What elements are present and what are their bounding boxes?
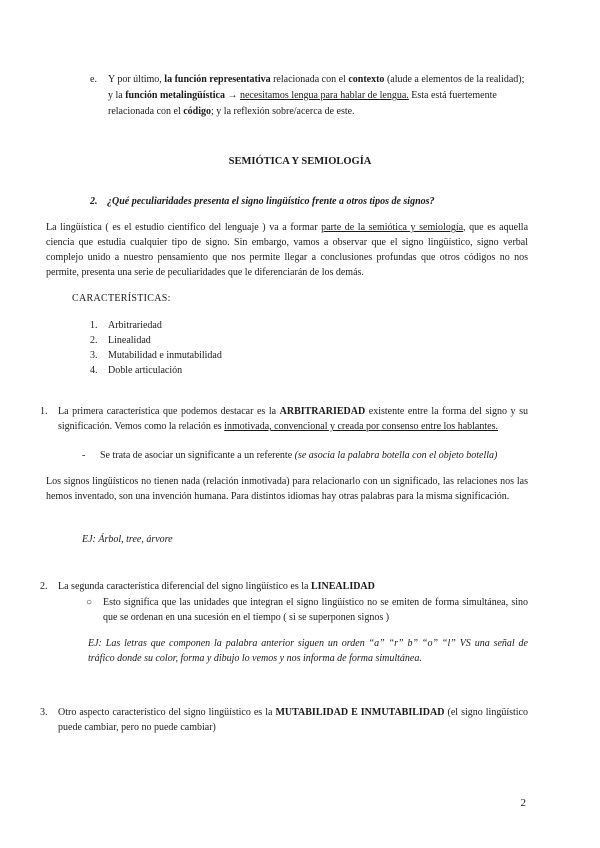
intro-paragraph: La lingüística ( es el estudio científico del lenguaje ) va a formar parte de la semiótica y semiología, que es aquella ciencia que estudia cualquier tipo de signo. Sin embargo, vamos a observar que el signo lingüístico, signo verbal complejo unido a nuestro pensamiento que nos permite llegar a conclusiones profundas que otros códigos no nos permite, presenta una serie de peculiaridades que le diferenciarán de los demás.	[46, 222, 529, 278]
signos-paragraph: Los signos lingüísticos no tienen nada (relación inmotivada) para relacionarlo con un significado, las relaciones nos las hemos inventado, son una invención humana. Para distintos idiomas hay otras palabras para la misma significación.	[46, 476, 528, 502]
point1-sub-marker: -	[82, 450, 86, 461]
point3-number: 3.	[40, 707, 48, 718]
point1-sub-text: Se trata de asociar un significante a un referente (se asocia la palabra botella con el objeto botella)	[100, 450, 498, 461]
question-text: ¿Qué peculiaridades presenta el signo lingüístico frente a otros tipos de signos?	[107, 196, 435, 207]
example-1: EJ: Árbol, tree, árvore	[82, 534, 173, 545]
question-number: 2.	[90, 196, 98, 207]
characteristics-label: CARACTERÍSTICAS:	[72, 293, 171, 304]
point2-sub-text: Esto significa que las unidades que integran el signo lingüístico no se emiten de forma simultánea, sino que se ordenan en una sucesión en el tiempo ( si se superponen signos )	[103, 597, 528, 623]
page-number: 2	[520, 797, 526, 809]
item-e-text: Y por último, la función representativa relacionada con el contexto (alude a elementos de la realidad); y la función metalingüística → necesitamos lengua para hablar de lengua. Esta está fuertemente relacionada con el código; y la reflexión sobre/acerca de este.	[108, 74, 525, 117]
characteristics-list	[90, 318, 222, 378]
point3-text: Otro aspecto característico del signo lingüístico es la MUTABILIDAD E INMUTABILIDAD (el signo lingüístico puede cambiar, pero no puede cambiar)	[58, 707, 528, 733]
point2-example: EJ: Las letras que componen la palabra anterior siguen un orden “a” “r” b” “o” “l” VS una señal de tráfico donde su color, forma y dibujo lo vemos y nos informa de forma simultánea.	[88, 638, 528, 664]
item-e-marker: e.	[90, 74, 97, 85]
list-item: 1. Arbitrariedad	[90, 320, 162, 331]
section-title: SEMIÓTICA Y SEMIOLOGÍA	[228, 156, 372, 167]
list-item: 4. Doble articulación	[90, 365, 183, 376]
point2-number: 2.	[40, 581, 48, 592]
point2-bullet: ○	[86, 597, 93, 608]
list-item: 2. Linealidad	[90, 335, 151, 346]
point1-number: 1.	[40, 406, 48, 417]
list-item: 3. Mutabilidad e inmutabilidad	[90, 350, 222, 361]
point2-text: La segunda característica diferencial del signo lingüístico es la LINEALIDAD	[58, 581, 375, 592]
metalinguistic-underline: necesitamos lengua para hablar de lengua.	[239, 90, 409, 101]
point1-text: La primera característica que podemos destacar es la ARBITRARIEDAD existente entre la forma del signo y su significación. Vemos como la relación es inmotivada, convencional y creada por consenso entre los hablantes.	[58, 406, 528, 432]
